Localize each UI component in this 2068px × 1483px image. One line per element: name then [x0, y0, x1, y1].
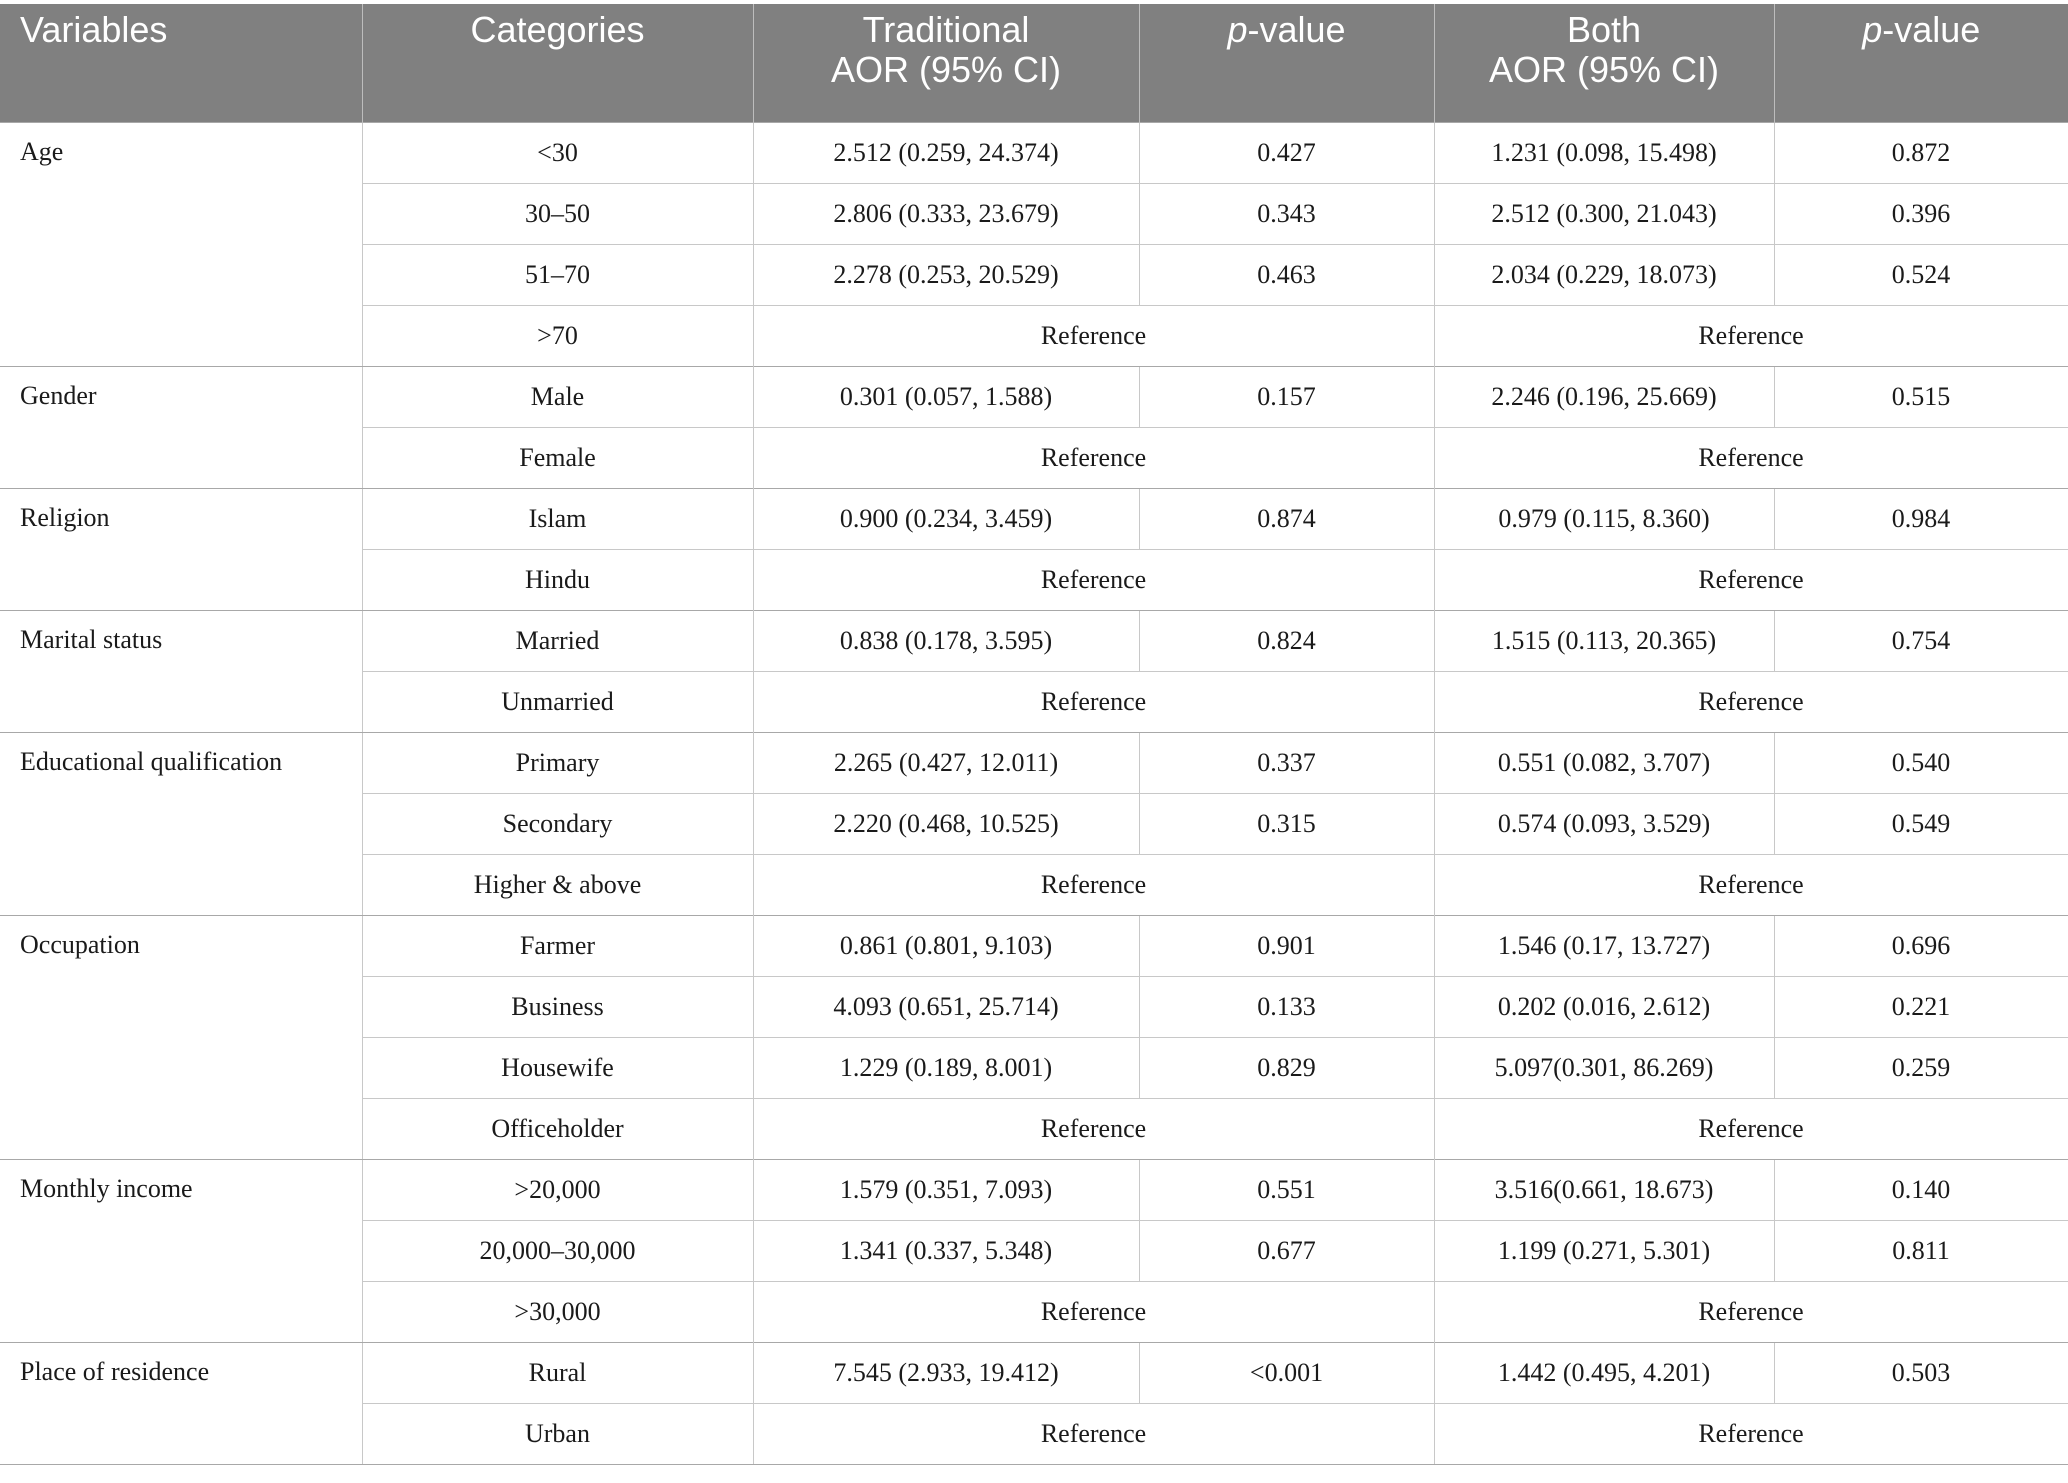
traditional-aor-cell: 0.301 (0.057, 1.588): [753, 367, 1139, 428]
category-cell: Married: [362, 611, 753, 672]
both-reference-cell: Reference: [1434, 1099, 2068, 1160]
category-cell: Secondary: [362, 794, 753, 855]
both-pvalue-cell: 0.140: [1774, 1160, 2068, 1221]
header-p-italic: p: [1862, 9, 1883, 50]
traditional-reference-cell: Reference: [753, 855, 1434, 916]
header-both-aor: [1434, 4, 1774, 123]
category-cell: Farmer: [362, 916, 753, 977]
table-row: [0, 733, 2068, 794]
both-pvalue-cell: 0.984: [1774, 489, 2068, 550]
traditional-aor-cell: 0.861 (0.801, 9.103): [753, 916, 1139, 977]
header-both-line1: Both: [1566, 9, 1642, 50]
both-aor-cell: 2.512 (0.300, 21.043): [1434, 184, 1774, 245]
table-row: [0, 1160, 2068, 1221]
both-pvalue-cell: 0.396: [1774, 184, 2068, 245]
traditional-aor-cell: 2.220 (0.468, 10.525): [753, 794, 1139, 855]
traditional-aor-cell: 1.579 (0.351, 7.093): [753, 1160, 1139, 1221]
header-traditional-aor: [753, 4, 1139, 123]
header-both-pvalue: [1774, 4, 2068, 123]
category-cell: Islam: [362, 489, 753, 550]
traditional-pvalue-cell: 0.901: [1139, 916, 1434, 977]
traditional-aor-cell: 1.229 (0.189, 8.001): [753, 1038, 1139, 1099]
both-pvalue-cell: 0.503: [1774, 1343, 2068, 1404]
category-cell: Housewife: [362, 1038, 753, 1099]
category-cell: >30,000: [362, 1282, 753, 1343]
table-header: [0, 4, 2068, 123]
both-pvalue-cell: 0.696: [1774, 916, 2068, 977]
category-cell: <30: [362, 123, 753, 184]
header-p-italic: p: [1227, 9, 1248, 50]
table-wrapper: [0, 4, 2068, 1465]
category-cell: Female: [362, 428, 753, 489]
header-both-line2: AOR (95% CI): [1488, 49, 1720, 90]
both-aor-cell: 2.246 (0.196, 25.669): [1434, 367, 1774, 428]
both-pvalue-cell: 0.259: [1774, 1038, 2068, 1099]
variable-cell: Religion: [0, 489, 362, 611]
traditional-aor-cell: 0.838 (0.178, 3.595): [753, 611, 1139, 672]
traditional-pvalue-cell: 0.343: [1139, 184, 1434, 245]
traditional-pvalue-cell: 0.337: [1139, 733, 1434, 794]
table-row: [0, 916, 2068, 977]
category-cell: Unmarried: [362, 672, 753, 733]
both-aor-cell: 3.516(0.661, 18.673): [1434, 1160, 1774, 1221]
category-cell: >70: [362, 306, 753, 367]
header-row: [0, 4, 2068, 123]
variable-cell: Place of residence: [0, 1343, 362, 1465]
traditional-aor-cell: 2.806 (0.333, 23.679): [753, 184, 1139, 245]
both-aor-cell: 0.979 (0.115, 8.360): [1434, 489, 1774, 550]
header-traditional-pvalue: [1139, 4, 1434, 123]
header-categories: Categories: [362, 4, 753, 123]
variable-cell: Monthly income: [0, 1160, 362, 1343]
both-pvalue-cell: 0.524: [1774, 245, 2068, 306]
both-pvalue-cell: 0.549: [1774, 794, 2068, 855]
both-pvalue-cell: 0.754: [1774, 611, 2068, 672]
both-reference-cell: Reference: [1434, 550, 2068, 611]
regression-table: [0, 4, 2068, 1465]
traditional-reference-cell: Reference: [753, 672, 1434, 733]
table-row: [0, 611, 2068, 672]
table-row: [0, 123, 2068, 184]
both-pvalue-cell: 0.221: [1774, 977, 2068, 1038]
traditional-aor-cell: 2.512 (0.259, 24.374): [753, 123, 1139, 184]
traditional-aor-cell: 4.093 (0.651, 25.714): [753, 977, 1139, 1038]
both-aor-cell: 1.546 (0.17, 13.727): [1434, 916, 1774, 977]
traditional-reference-cell: Reference: [753, 1404, 1434, 1465]
both-reference-cell: Reference: [1434, 428, 2068, 489]
traditional-aor-cell: 1.341 (0.337, 5.348): [753, 1221, 1139, 1282]
both-reference-cell: Reference: [1434, 306, 2068, 367]
traditional-pvalue-cell: 0.427: [1139, 123, 1434, 184]
both-aor-cell: 1.231 (0.098, 15.498): [1434, 123, 1774, 184]
traditional-pvalue-cell: <0.001: [1139, 1343, 1434, 1404]
both-aor-cell: 1.199 (0.271, 5.301): [1434, 1221, 1774, 1282]
variable-cell: Gender: [0, 367, 362, 489]
both-pvalue-cell: 0.515: [1774, 367, 2068, 428]
both-aor-cell: 0.574 (0.093, 3.529): [1434, 794, 1774, 855]
category-cell: 51–70: [362, 245, 753, 306]
category-cell: Primary: [362, 733, 753, 794]
category-cell: Hindu: [362, 550, 753, 611]
traditional-pvalue-cell: 0.551: [1139, 1160, 1434, 1221]
traditional-aor-cell: 2.278 (0.253, 20.529): [753, 245, 1139, 306]
traditional-reference-cell: Reference: [753, 1099, 1434, 1160]
traditional-reference-cell: Reference: [753, 306, 1434, 367]
both-aor-cell: 0.551 (0.082, 3.707): [1434, 733, 1774, 794]
variable-cell: Educational qualification: [0, 733, 362, 916]
table-row: [0, 1343, 2068, 1404]
header-p-rest: -value: [1882, 9, 1981, 50]
category-cell: >20,000: [362, 1160, 753, 1221]
traditional-pvalue-cell: 0.463: [1139, 245, 1434, 306]
both-aor-cell: 0.202 (0.016, 2.612): [1434, 977, 1774, 1038]
both-pvalue-cell: 0.811: [1774, 1221, 2068, 1282]
both-reference-cell: Reference: [1434, 672, 2068, 733]
traditional-pvalue-cell: 0.157: [1139, 367, 1434, 428]
category-cell: Rural: [362, 1343, 753, 1404]
table-row: [0, 367, 2068, 428]
category-cell: Higher & above: [362, 855, 753, 916]
traditional-reference-cell: Reference: [753, 550, 1434, 611]
table-row: [0, 489, 2068, 550]
both-reference-cell: Reference: [1434, 1404, 2068, 1465]
variable-cell: Occupation: [0, 916, 362, 1160]
traditional-aor-cell: 0.900 (0.234, 3.459): [753, 489, 1139, 550]
traditional-pvalue-cell: 0.133: [1139, 977, 1434, 1038]
category-cell: Male: [362, 367, 753, 428]
both-reference-cell: Reference: [1434, 1282, 2068, 1343]
header-traditional-line2: AOR (95% CI): [830, 49, 1062, 90]
traditional-reference-cell: Reference: [753, 1282, 1434, 1343]
category-cell: 30–50: [362, 184, 753, 245]
traditional-pvalue-cell: 0.315: [1139, 794, 1434, 855]
category-cell: Urban: [362, 1404, 753, 1465]
traditional-pvalue-cell: 0.677: [1139, 1221, 1434, 1282]
traditional-pvalue-cell: 0.829: [1139, 1038, 1434, 1099]
traditional-aor-cell: 2.265 (0.427, 12.011): [753, 733, 1139, 794]
category-cell: Business: [362, 977, 753, 1038]
category-cell: Officeholder: [362, 1099, 753, 1160]
traditional-aor-cell: 7.545 (2.933, 19.412): [753, 1343, 1139, 1404]
both-pvalue-cell: 0.540: [1774, 733, 2068, 794]
category-cell: 20,000–30,000: [362, 1221, 753, 1282]
variable-cell: Age: [0, 123, 362, 367]
traditional-pvalue-cell: 0.824: [1139, 611, 1434, 672]
both-reference-cell: Reference: [1434, 855, 2068, 916]
header-traditional-line1: Traditional: [862, 9, 1030, 50]
both-aor-cell: 2.034 (0.229, 18.073): [1434, 245, 1774, 306]
variable-cell: Marital status: [0, 611, 362, 733]
header-variables: Variables: [0, 4, 362, 123]
header-p-rest: -value: [1247, 9, 1346, 50]
both-pvalue-cell: 0.872: [1774, 123, 2068, 184]
traditional-reference-cell: Reference: [753, 428, 1434, 489]
traditional-pvalue-cell: 0.874: [1139, 489, 1434, 550]
both-aor-cell: 5.097(0.301, 86.269): [1434, 1038, 1774, 1099]
table-body: [0, 123, 2068, 1465]
both-aor-cell: 1.515 (0.113, 20.365): [1434, 611, 1774, 672]
both-aor-cell: 1.442 (0.495, 4.201): [1434, 1343, 1774, 1404]
